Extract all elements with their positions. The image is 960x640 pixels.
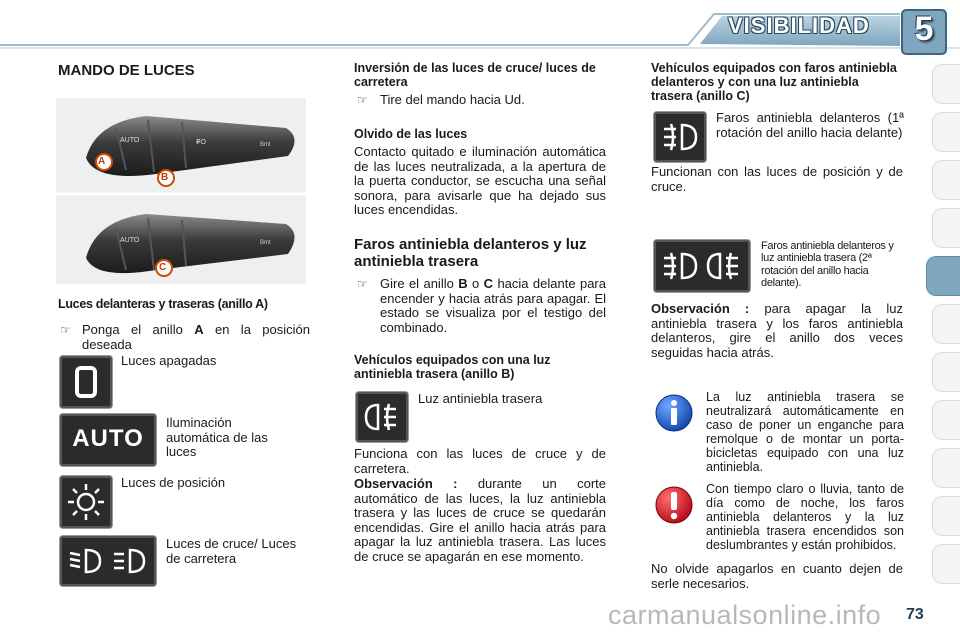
page-number: 73 [906,606,924,623]
chapter-tab-active[interactable] [926,256,960,296]
chapter-tab[interactable] [932,448,960,488]
chapter-tab[interactable] [932,544,960,584]
sidelights-icon [60,476,112,528]
chapter-tab[interactable] [932,352,960,392]
front-rear-fog-icon [654,240,750,292]
bullet-icon: ☞ [357,277,368,291]
svg-text:₽O: ₽O [196,139,206,146]
watermark: carmanualsonline.info [608,600,882,630]
front-fog-icon [654,112,706,162]
beam-switch-text: Tire del mando hacia Ud. [380,92,525,107]
forget-lights-heading: Olvido de las luces [354,127,468,141]
headlights-label: Luces de cruce/ Luces de carretera [166,536,297,566]
svg-text:AUTO: AUTO [120,237,140,244]
warning-icon [654,484,694,526]
info-icon [654,392,694,434]
front-rear-fog-heading: Vehículos equipados con faros antiniebla delanteros y con una luz antiniebla trasera (anillo C) [651,61,897,103]
light-stalk-illustration [56,98,306,284]
lights-off-icon [60,356,112,408]
chapter-tab[interactable] [932,112,960,152]
section-title: MANDO DE LUCES [58,62,195,79]
rear-fog-text: Funciona con las luces de cruce y de carretera. [354,446,606,476]
stalk-label-a: A [98,156,106,167]
fog-ring-instruction: Gire el anillo B o C hacia delante para encender y hacia atrás para apagar. El estado se visualiza por el testigo del combinado. [380,276,606,335]
warning-note-start: Con tiempo claro o lluvia, tanto de día como de noche, los faros antiniebla delanteros y la luz antiniebla trasera encendidos son deslumbrantes y están prohibidos. [706,482,904,552]
chapter-number: 5 [914,10,934,48]
svg-text:Bmt: Bmt [260,240,271,246]
chapter-tab[interactable] [932,64,960,104]
chapter-tab[interactable] [932,496,960,536]
chapter-tab[interactable] [932,160,960,200]
chapter-title: VISIBILIDAD [728,13,870,38]
headlights-icon [60,536,156,586]
bullet-icon: ☞ [357,93,368,107]
rear-fog-heading: Vehículos equipados con una luz antiniebla trasera (anillo B) [354,353,551,381]
info-note: La luz antiniebla trasera se neutralizará automáticamente en caso de poner un enganche para remolque o de montar un porta-bicicletas equipado con una luz antiniebla. [706,390,904,474]
sidelights-label: Luces de posición [121,475,226,490]
rear-fog-observation: Observación : durante un corte automático de las luces, la luz antiniebla trasera y las luces de cruce se quedarán encendidas. Gire el anillo hacia atrás para apagar la luz antiniebla trasera. Las luces de cruce se apagarán en ese momento. [354,476,606,564]
ring-a-instruction: Ponga el anillo A en la posición deseada [82,322,310,352]
auto-lighting-label: Iluminación automática de las luces [166,415,268,460]
front-rear-fog-label: Faros antiniebla delanteros y luz antiniebla trasera (2ª rotación del anillo hacia delante). [761,240,894,290]
rear-fog-label: Luz antiniebla trasera [418,391,543,406]
fog-lamps-heading: Faros antiniebla delanteros y luz antiniebla trasera [354,236,587,271]
front-fog-text: Funcionan con las luces de posición y de cruce. [651,164,903,194]
stalk-label-c: C [159,262,167,273]
subsection-heading: Luces delanteras y traseras (anillo A) [58,297,268,311]
auto-lighting-icon: AUTO [60,414,156,466]
front-rear-fog-observation: Observación : para apagar la luz antiniebla trasera y los faros antiniebla delanteros, gire el anillo dos veces seguidas hacia atrás. [651,301,903,360]
rear-fog-icon [356,392,408,442]
lights-off-label: Luces apagadas [121,353,217,368]
chapter-tabs [926,64,960,584]
chapter-tab[interactable] [932,208,960,248]
bullet-icon: ☞ [60,323,71,337]
remember-note: No olvide apagarlos en cuanto dejen de serle necesarios. [651,561,903,591]
forget-lights-text: Contacto quitado e iluminación automática de las luces neutralizada, a la apertura de la puerta conductor, se escucha una señal sonora, para avisarle que ha dejado sus luces encendidas. [354,144,606,218]
svg-text:Bmt: Bmt [260,142,271,148]
front-fog-label: Faros antiniebla delanteros (1ª rotación del anillo hacia delante) [716,110,904,140]
chapter-tab[interactable] [932,304,960,344]
beam-switch-heading: Inversión de las luces de cruce/ luces de carretera [354,61,596,89]
stalk-label-b: B [161,172,169,183]
chapter-tab[interactable] [932,400,960,440]
svg-text:AUTO: AUTO [120,137,140,144]
